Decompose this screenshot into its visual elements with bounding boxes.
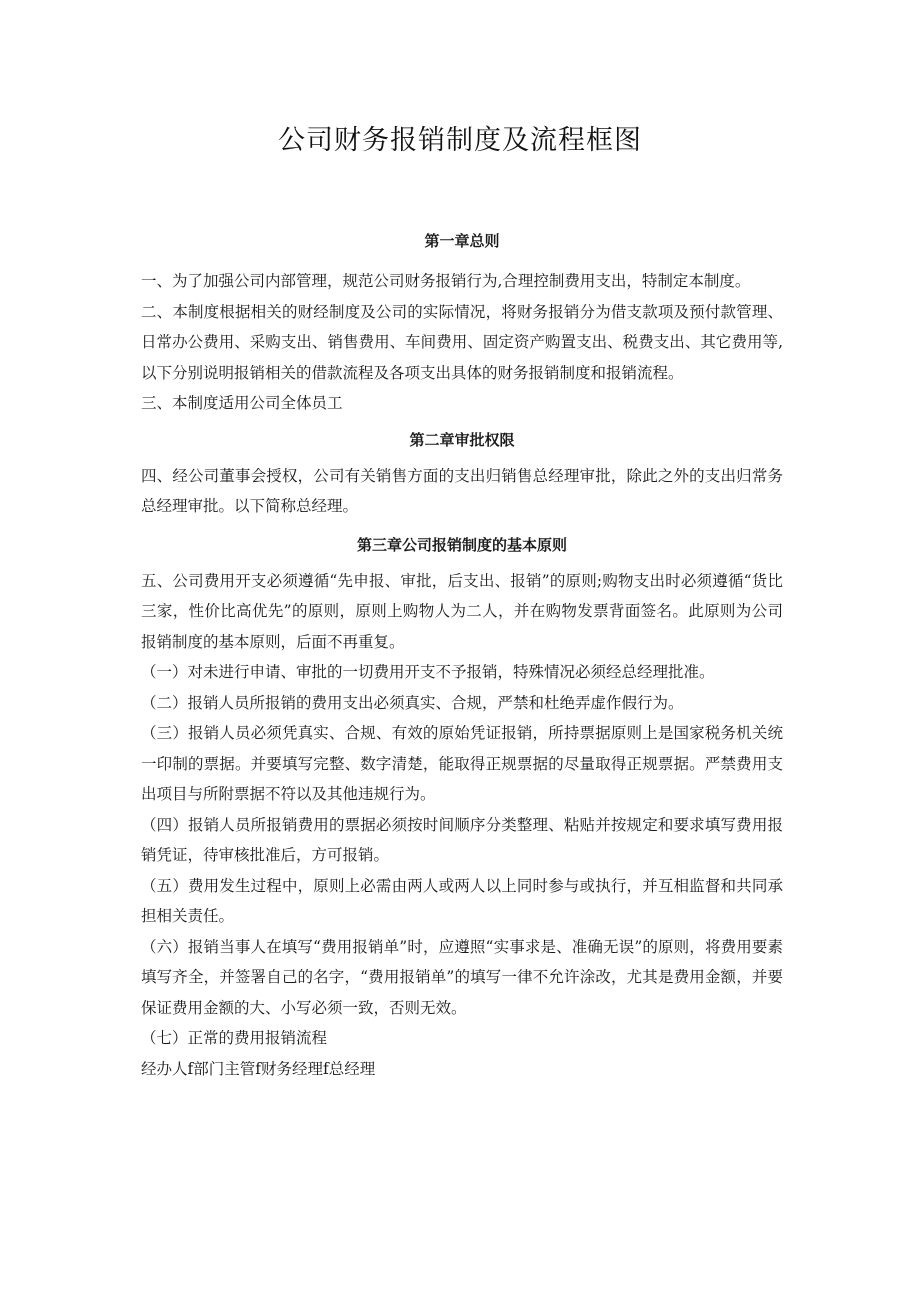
paragraph: 二、本制度根据相关的财经制度及公司的实际情况，将财务报销分为借支款项及预付款管理、日常办公费用、采购支出、销售费用、车间费用、固定资产购置支出、税费支出、其它费用等,以下分别说明报销相关的借款流程及各项支出具体的财务报销制度和报销流程。 xyxy=(141,302,783,382)
paragraph: （六）报销当事人在填写“费用报销单”时，应遵照“实事求是、准确无误”的原则，将费用要素填写齐全，并签署自己的名字，“费用报销单”的填写一律不允许涂改，尤其是费用金额，并要保证费用金额的大、小写必须一致，否则无效。 xyxy=(141,937,783,1017)
flow-text: 经办人f部门主管f财务经理f总经理 xyxy=(141,1059,376,1078)
chapter-1-heading: 第一章总则 xyxy=(424,232,500,250)
paragraph: （二）报销人员所报销的费用支出必须真实、合规，严禁和杜绝弄虚作假行为。 xyxy=(141,693,684,712)
paragraph: （四）报销人员所报销费用的票据必须按时间顺序分类整理、粘贴并按规定和要求填写费用报销凭证，待审核批准后，方可报销。 xyxy=(141,815,783,864)
paragraph: 四、经公司董事会授权，公司有关销售方面的支出归销售总经理审批，除此之外的支出归常务总经理审批。以下简称总经理。 xyxy=(141,466,783,515)
paragraph: （三）报销人员必须凭真实、合规、有效的原始凭证报销，所持票据原则上是国家税务机关统一印制的票据。并要填写完整、数字清楚，能取得正规票据的尽量取得正规票据。严禁费用支出项目与所附票据不符以及其他违规行为。 xyxy=(141,724,783,803)
paragraph: 三、本制度适用公司全体员工 xyxy=(141,394,343,412)
paragraph: （五）费用发生过程中，原则上必需由两人或两人以上同时参与或执行，并互相监督和共同承担相关责任。 xyxy=(141,876,783,925)
chapter-3-heading: 第三章公司报销制度的基本原则 xyxy=(356,535,567,554)
paragraph: 五、公司费用开支必须遵循“先申报、审批，后支出、报销”的原则;购物支出时必须遵循“货比三家，性价比高优先”的原则，原则上购物人为二人，并在购物发票背面签名。此原则为公司报销制度的基本原则，后面不再重复。 xyxy=(141,571,783,651)
document-title: 公司财务报销制度及流程框图 xyxy=(278,125,642,156)
chapter-2-heading: 第二章审批权限 xyxy=(409,430,515,449)
paragraph: 一、为了加强公司内部管理，规范公司财务报销行为,合理控制费用支出，特制定本制度。 xyxy=(141,272,751,290)
paragraph: （一）对未进行申请、审批的一切费用开支不予报销，特殊情况必须经总经理批准。 xyxy=(141,663,715,681)
paragraph: （七）正常的费用报销流程 xyxy=(141,1029,328,1047)
document-body xyxy=(141,226,783,1084)
